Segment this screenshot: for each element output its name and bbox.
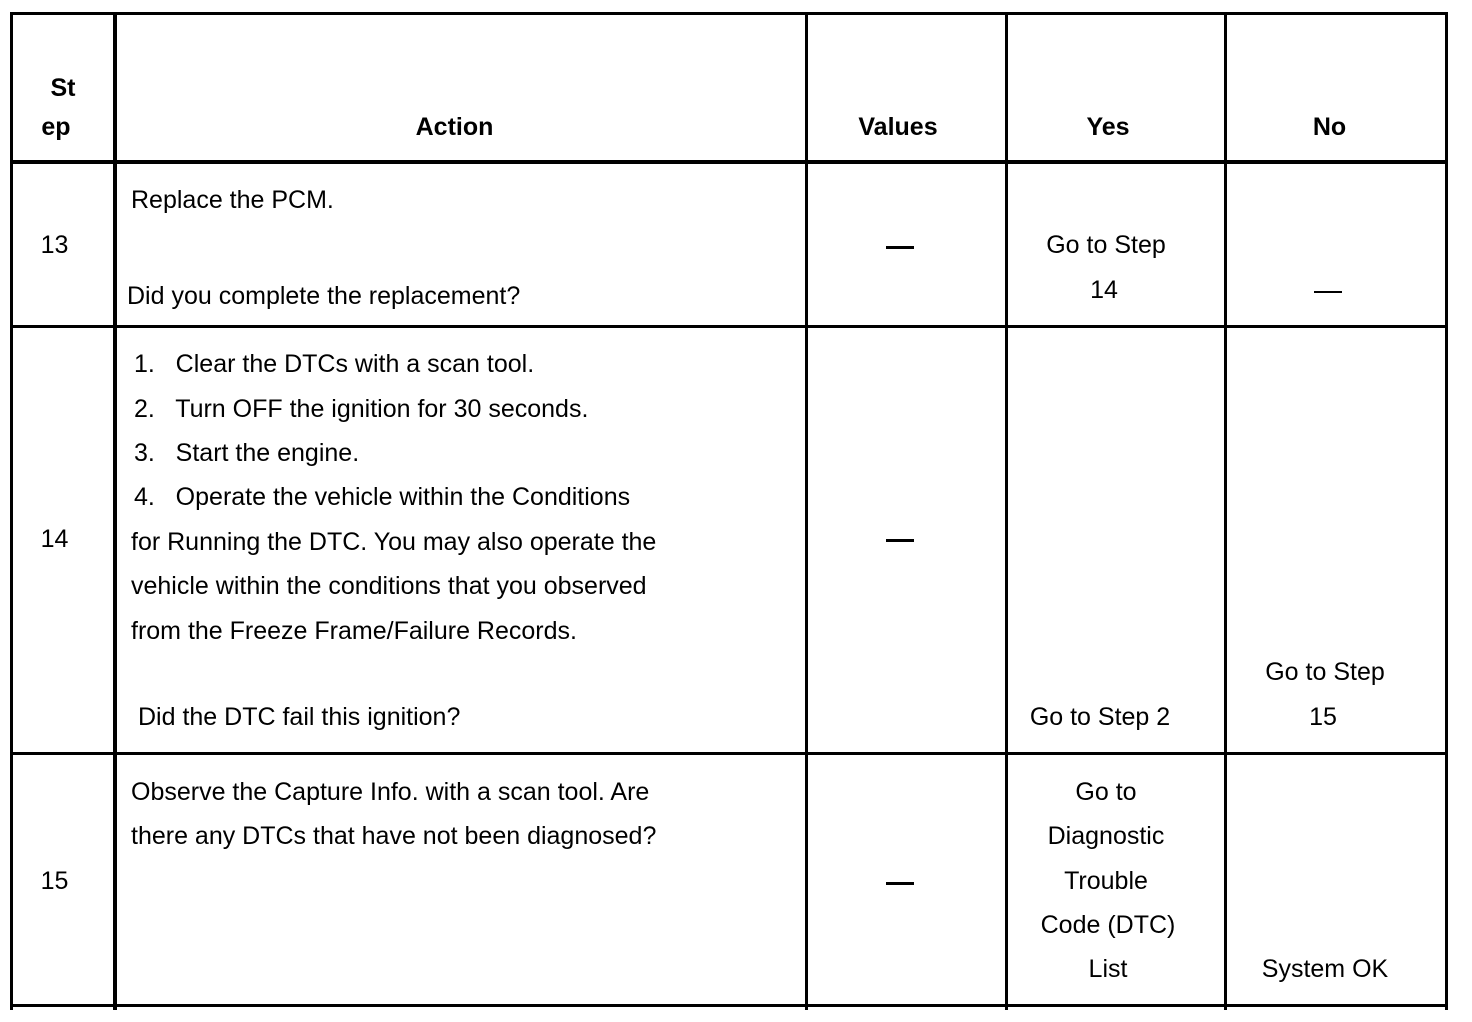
- yes-result-line3: Trouble: [1064, 867, 1148, 895]
- action-step-3: 3. Start the engine.: [134, 439, 360, 467]
- action-step-2: 2. Turn OFF the ignition for 30 seconds.: [134, 395, 589, 423]
- action-step-4-cont-1: for Running the DTC. You may also operate the: [131, 528, 657, 556]
- header-values: Values: [858, 113, 938, 141]
- yes-result-line4: Code (DTC): [1040, 911, 1176, 939]
- step-number: 14: [40, 525, 69, 553]
- values-dash: [886, 246, 914, 249]
- action-text: Replace the PCM.: [131, 186, 334, 214]
- step-number: 13: [40, 231, 69, 259]
- yes-result: Go to Step 2: [1029, 703, 1171, 731]
- action-step-4-cont-2: vehicle within the conditions that you observed: [131, 572, 647, 600]
- action-question: Did the DTC fail this ignition?: [138, 703, 461, 731]
- no-result-dash: [1314, 291, 1342, 293]
- no-result-line1: Go to Step: [1265, 658, 1385, 686]
- yes-result-line5: List: [1088, 955, 1128, 983]
- header-divider: [10, 160, 1448, 164]
- row-divider-14: [10, 752, 1448, 755]
- header-yes: Yes: [1086, 113, 1130, 141]
- action-step-1: 1. Clear the DTCs with a scan tool.: [134, 350, 535, 378]
- yes-result-line1: Go to: [1075, 778, 1137, 806]
- header-no: No: [1312, 113, 1347, 141]
- action-question: Did you complete the replacement?: [127, 282, 521, 310]
- action-text-line1: Observe the Capture Info. with a scan tool. Are: [131, 778, 650, 806]
- header-step-line1: St: [50, 74, 76, 102]
- yes-result-line2: Diagnostic: [1047, 822, 1165, 850]
- action-step-4: 4. Operate the vehicle within the Conditions: [134, 483, 631, 511]
- no-result: System OK: [1261, 955, 1389, 983]
- header-step-line2: ep: [41, 113, 71, 141]
- row-divider-13: [10, 325, 1448, 328]
- no-result-line2: 15: [1309, 703, 1337, 731]
- step-number: 15: [40, 867, 69, 895]
- values-dash: [886, 882, 914, 885]
- header-action: Action: [415, 113, 494, 141]
- values-dash: [886, 539, 914, 542]
- action-text-line2: there any DTCs that have not been diagnosed?: [131, 822, 657, 850]
- action-step-4-cont-3: from the Freeze Frame/Failure Records.: [131, 617, 577, 645]
- table-border-top: [10, 12, 1448, 15]
- yes-result-line1: Go to Step: [1046, 231, 1166, 259]
- table-border-bottom: [10, 1004, 1448, 1007]
- yes-result-line2: 14: [1090, 276, 1118, 304]
